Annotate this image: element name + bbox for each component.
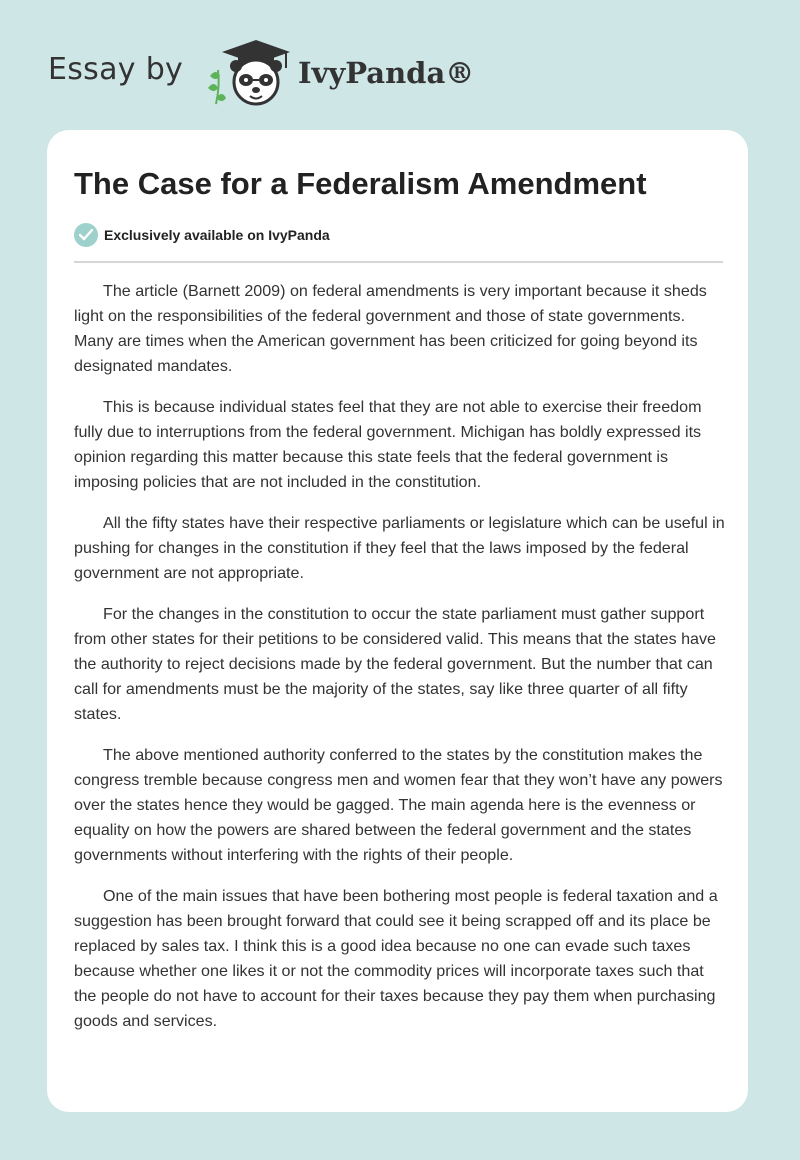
exclusive-badge bbox=[74, 222, 330, 248]
paragraph: For the changes in the constitution to occur the state parliament must gather support from other states for their petitions to be considered valid. This means that the states have the authority to reject decisions made by the federal government. But the number that can call for amendments must be the majority of the states, say like three quarter of all fifty states. bbox=[74, 605, 717, 723]
exclusive-label: Exclusively available on IvyPanda bbox=[104, 227, 330, 243]
essay-body bbox=[74, 279, 726, 1050]
essay-card bbox=[47, 130, 748, 1112]
panda-logo-icon[interactable] bbox=[200, 36, 296, 108]
page-title: The Case for a Federalism Amendment bbox=[74, 166, 647, 201]
paragraph: The article (Barnett 2009) on federal amendments is very important because it sheds light on the responsibilities of the federal government and those of state governments. Many are times when the American government has been criticized for going beyond its designated mandates. bbox=[74, 282, 707, 375]
essay-by-label: Essay by bbox=[48, 52, 184, 87]
paragraph: The above mentioned authority conferred to the states by the constitution makes the congress tremble because congress men and women fear that they won’t have any powers over the states hence they would be gagged. The main agenda here is the evenness or equality on how the powers are shared between the federal government and the states governments without interfering with the rights of their people. bbox=[74, 746, 723, 864]
brand-name[interactable]: IvyPanda® bbox=[298, 56, 475, 90]
paragraph: This is because individual states feel that they are not able to exercise their freedom fully due to interruptions from the federal government. Michigan has boldly expressed its opinion regarding this matter because this state feels that the federal government is imposing policies that are not included in the constitution. bbox=[74, 398, 702, 491]
check-icon bbox=[74, 223, 98, 247]
paragraph: One of the main issues that have been bothering most people is federal taxation and a suggestion has been brought forward that could see it being scrapped off and its place be replaced by sales tax. I think this is a good idea because no one can evade such taxes because whether one likes it or not the commodity prices will incorporate taxes such that the people do not have to account for their taxes because they pay them when purchasing goods and services. bbox=[74, 887, 718, 1030]
paragraph: All the fifty states have their respective parliaments or legislature which can be useful in pushing for changes in the constitution if they feel that the laws imposed by the federal government are not appropriate. bbox=[74, 514, 725, 582]
site-header bbox=[48, 36, 508, 108]
divider bbox=[74, 261, 723, 263]
